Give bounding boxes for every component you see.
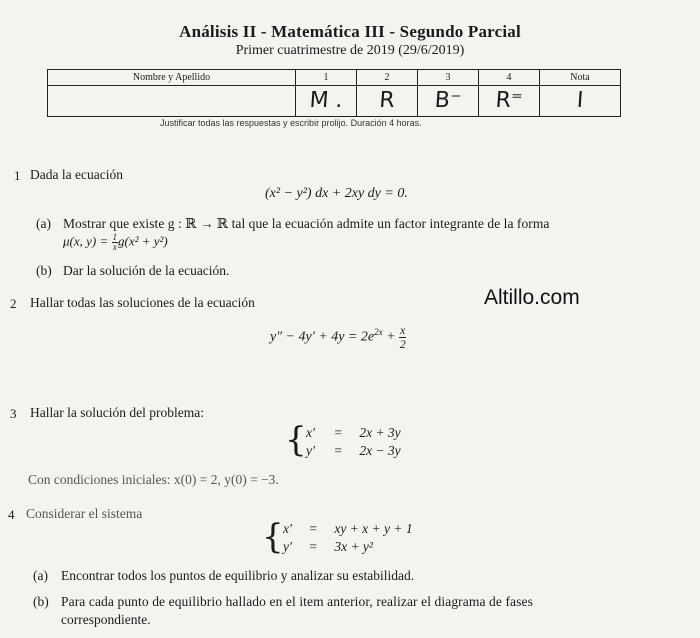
problem-3-row-2-lhs: y′ (306, 443, 315, 458)
problem-1a-factor-prefix: μ(x, y) = (63, 233, 112, 249)
problem-1b-label: (b) (36, 263, 52, 278)
grade-table-row (48, 86, 621, 117)
problem-2-equation-lhs: y″ − 4y′ + 4y = 2e (270, 329, 375, 345)
problem-1a-factor (63, 233, 168, 252)
watermark: Altillo.com (484, 286, 580, 309)
instructions-note: Justificar todas las respuestas y escribir prolijo. Duración 4 horas. (160, 118, 422, 128)
problem-3-number: 3 (10, 406, 17, 421)
problem-4-row-1-eq: = (309, 521, 317, 536)
problem-3-row-2-rhs: 2x − 3y (359, 443, 401, 458)
final-grade: I (575, 88, 585, 113)
problem-2-fraction (399, 324, 406, 351)
final-grade-cell (540, 86, 621, 117)
problem-3-row-1-lhs: x′ (306, 425, 315, 440)
problem-3-row-1 (306, 425, 401, 441)
problem-2-equation (270, 324, 406, 351)
score-3: B⁻ (433, 88, 463, 113)
column-4: 4 (479, 70, 540, 86)
problem-3-row-2-eq: = (334, 443, 342, 458)
problem-4-row-1-rhs: xy + x + y + 1 (334, 521, 413, 536)
problem-3-row-1-rhs: 2x + 3y (359, 425, 401, 440)
problem-2-fraction-numerator: x (400, 323, 406, 337)
score-2: R (378, 88, 396, 113)
problem-2-number: 2 (10, 296, 17, 311)
column-1: 1 (296, 70, 357, 86)
problem-3-statement: Hallar la solución del problema: (30, 405, 204, 420)
problem-4-row-1-lhs: x′ (283, 521, 292, 536)
problem-1a-fraction-denominator: x (112, 242, 117, 252)
problem-4-row-2-lhs: y′ (283, 539, 292, 554)
problem-2-statement: Hallar todas las soluciones de la ecuación (30, 295, 255, 310)
problem-1-number: 1 (14, 168, 21, 183)
problem-4-brace: { (262, 517, 284, 557)
column-3: 3 (418, 70, 479, 86)
score-1: M . (308, 88, 344, 113)
score-cell-2 (357, 86, 418, 117)
score-cell-1 (296, 86, 357, 117)
problem-1a-label: (a) (36, 216, 51, 231)
problem-4a-label: (a) (33, 568, 48, 583)
problem-4a-text: Encontrar todos los puntos de equilibrio y analizar su estabilidad. (61, 568, 415, 583)
problem-4-row-2-eq: = (309, 539, 317, 554)
problem-3-brace: { (285, 420, 307, 460)
problem-1a-fraction-numerator: 1 (112, 232, 117, 242)
grade-table (47, 69, 621, 117)
problem-1a-factor-suffix: g(x² + y²) (118, 233, 168, 249)
problem-2-fraction-denominator: 2 (399, 337, 406, 351)
problem-1b-text: Dar la solución de la ecuación. (63, 263, 230, 278)
problem-4-row-2 (283, 539, 373, 555)
column-name: Nombre y Apellido (48, 70, 296, 86)
problem-1-equation: (x² − y²) dx + 2xy dy = 0. (265, 186, 408, 201)
score-cell-3 (418, 86, 479, 117)
problem-4b-text-continued: correspondiente. (61, 612, 151, 627)
problem-4-row-2-rhs: 3x + y² (334, 539, 373, 554)
score-cell-4 (479, 86, 540, 117)
column-grade: Nota (540, 70, 621, 86)
problem-4b-label: (b) (33, 594, 49, 609)
name-cell (48, 86, 296, 117)
exam-title: Análisis II - Matemática III - Segundo Parcial (179, 22, 521, 41)
column-2: 2 (357, 70, 418, 86)
problem-4-row-1 (283, 521, 413, 537)
score-4: R⁼ (494, 88, 524, 113)
exam-subtitle: Primer cuatrimestre de 2019 (29/6/2019) (235, 43, 465, 58)
problem-3-conditions: Con condiciones iniciales: x(0) = 2, y(0) = −3. (28, 472, 279, 487)
problem-4-statement: Considerar el sistema (26, 506, 143, 521)
problem-1-statement: Dada la ecuación (30, 167, 123, 182)
grade-table-header (48, 70, 621, 86)
problem-4-number: 4 (8, 507, 15, 522)
problem-3-row-1-eq: = (334, 425, 342, 440)
problem-4b-text: Para cada punto de equilibrio hallado en el item anterior, realizar el diagrama de fases (61, 594, 533, 609)
problem-2-exponent: 2x (374, 327, 383, 338)
problem-1a-text: Mostrar que existe g : ℝ → ℝ tal que la ecuación admite un factor integrante de la forma (63, 216, 550, 231)
problem-2-plus: + (382, 329, 400, 345)
problem-3-row-2 (306, 443, 401, 459)
